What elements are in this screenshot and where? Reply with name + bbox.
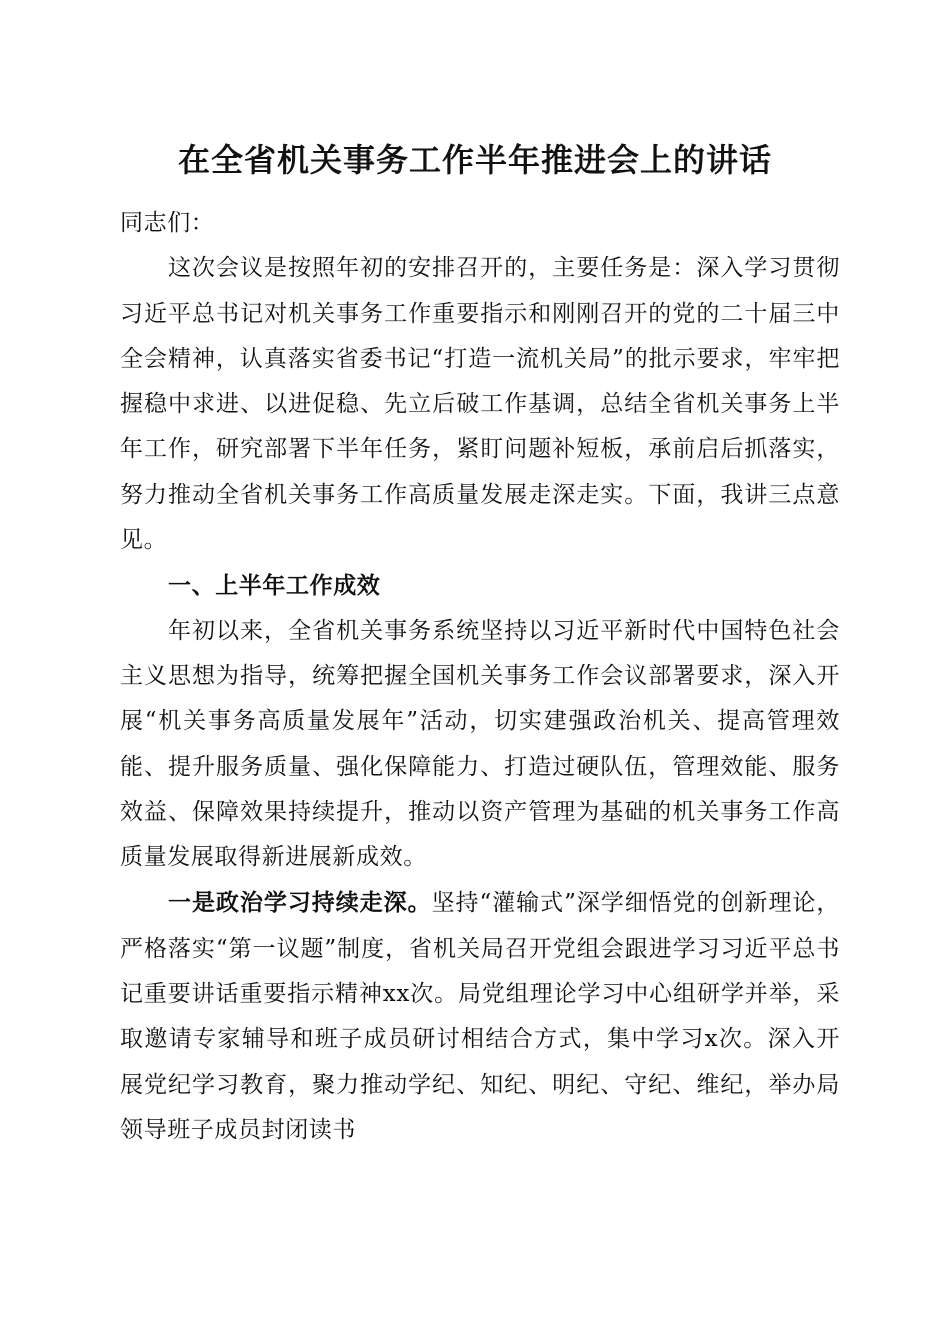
document-title: 在全省机关事务工作半年推进会上的讲话 xyxy=(177,141,772,179)
paragraph-achievements: 年初以来，全省机关事务系统坚持以习近平新时代中国特色社会主义思想为指导，统筹把握全国机关事务工作会议部署要求，深入开展“机关事务高质量发展年”活动，切实建强政治机关、提高管理效能、提升服务质量、强化保障能力、打造过硬队伍，管理效能、服务效益、保障效果持续提升，推动以资产管理为基础的机关事务工作高质量发展取得新进展新成效。 xyxy=(120,617,840,871)
section-heading-1: 一、上半年工作成效 xyxy=(168,572,381,600)
paragraph-lead-text: 一是政治学习持续走深。 xyxy=(168,889,432,917)
salutation: 同志们： xyxy=(120,210,215,236)
paragraph-body-text: 坚持“灌输式”深学细悟党的创新理论，严格落实“第一议题”制度，省机关局召开党组会跟进学习习近平总书记重要讲话重要指示精神xx次。局党组理论学习中心组研学并举，采取邀请专家辅导和班子成员研讨相结合方式，集中学习x次。深入开展党纪学习教育，聚力推动学纪、知纪、明纪、守纪、维纪，举办局领导班子成员封闭读书 xyxy=(120,890,840,1143)
paragraph-political-study xyxy=(120,880,840,1153)
document-body xyxy=(120,201,840,1153)
paragraph-intro: 这次会议是按照年初的安排召开的，主要任务是：深入学习贯彻习近平总书记对机关事务工作重要指示和刚刚召开的党的二十届三中全会精神，认真落实省委书记“打造一流机关局”的批示要求，牢牢把握稳中求进、以进促稳、先立后破工作基调，总结全省机关事务上半年工作，研究部署下半年任务，紧盯问题补短板，承前启后抓落实，努力推动全省机关事务工作高质量发展走深走实。下面，我讲三点意见。 xyxy=(120,255,840,554)
